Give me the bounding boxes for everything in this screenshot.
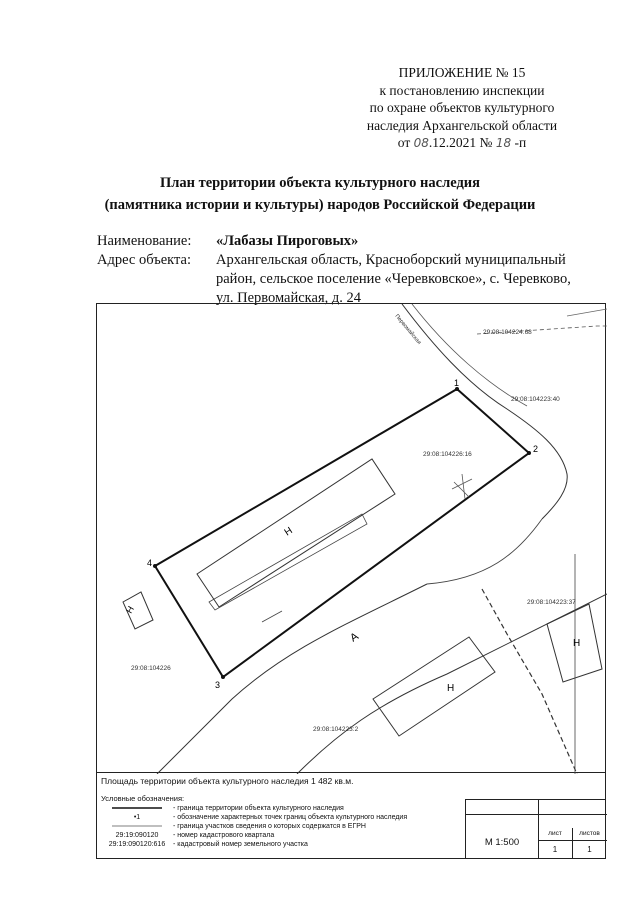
sheet-value: 1 xyxy=(552,845,558,854)
address-line-1: Архангельская область, Красноборский муниципальный xyxy=(216,252,566,268)
building-main xyxy=(197,459,395,607)
road-edge-left xyxy=(157,584,427,774)
date-prefix: от xyxy=(397,135,411,150)
cadastral-label-2: 29:08:104223:2 xyxy=(313,726,359,733)
legend-item-quarter: 29:19:090120 - номер кадастрового квартала xyxy=(101,831,274,840)
legend-item-parcel-number: 29:19:090120:616 - кадастровый номер земельного участка xyxy=(101,840,308,849)
address-line-2: район, сельское поселение «Черевковское», с. Черевково, xyxy=(216,271,571,287)
street-edge-upper xyxy=(402,304,567,519)
territory-boundary xyxy=(155,389,529,677)
legend-box xyxy=(96,773,606,859)
area-text: Площадь территории объекта культурного наследия 1 482 кв.м. xyxy=(101,776,354,786)
tree-marker-icon xyxy=(452,474,472,499)
sheets-column xyxy=(572,828,607,858)
appendix-date-line xyxy=(332,134,592,153)
legend-item-boundary: - граница территории объекта культурного наследия xyxy=(101,804,344,813)
point-marker-3 xyxy=(221,675,225,679)
cadastral-label-68: 29:08:104224:68 xyxy=(483,329,532,336)
appendix-line-3: по охране объектов культурного xyxy=(369,100,555,115)
address-line-3: ул. Первомайская, д. 24 xyxy=(216,290,361,306)
sheet-header: лист xyxy=(538,828,572,841)
site-plan-drawing xyxy=(97,304,607,774)
sheets-header: листов xyxy=(572,828,607,841)
point-marker-2 xyxy=(527,451,531,455)
legend-symbol-point: •1 xyxy=(133,814,141,821)
legend-item-parcels: - граница участков сведения о которых содержатся в ЕГРН xyxy=(101,822,366,831)
title-block xyxy=(465,799,606,858)
name-label: Наименование: xyxy=(97,233,192,249)
legend-symbol-thin-line xyxy=(101,822,173,831)
building-lower xyxy=(373,637,495,736)
point-label-4: 4 xyxy=(147,558,153,568)
address-label: Адрес объекта: xyxy=(97,252,191,268)
building-mark-right: Н xyxy=(573,638,581,649)
road-edge-junction xyxy=(427,519,542,584)
site-plan xyxy=(96,303,606,773)
appendix-line-4: наследия Архангельской области xyxy=(366,117,558,133)
title-block-divider xyxy=(466,814,607,815)
street-edge-inner xyxy=(412,304,527,406)
sheets-value: 1 xyxy=(587,845,592,854)
appendix-title: ПРИЛОЖЕНИЕ № 15 xyxy=(398,65,526,80)
cadastral-label-16: 29:08:104226:16 xyxy=(423,451,472,458)
legend-symbol-quarter: 29:19:090120 xyxy=(115,832,159,839)
scale-label: М 1:500 xyxy=(466,828,539,858)
building-mark-left: Н xyxy=(124,604,136,615)
point-label-1: 1 xyxy=(454,378,460,388)
page-title xyxy=(0,172,640,216)
point-marker-4 xyxy=(153,564,157,568)
order-number-handwritten: 18 xyxy=(495,136,512,150)
name-value: «Лабазы Пироговых» xyxy=(216,233,359,249)
parcel-line-topright xyxy=(567,309,607,316)
small-structure xyxy=(262,611,282,622)
building-mark-main: Н xyxy=(282,525,295,539)
title-line-2: (памятника истории и культуры) народов Российской Федерации xyxy=(104,197,536,213)
legend-symbol-solid-line xyxy=(101,804,173,813)
street-label: Первомайская xyxy=(393,313,422,346)
building-mark-lower: Н xyxy=(447,683,455,694)
date-rest: .12.2021 № xyxy=(428,135,493,150)
date-day-handwritten: 08 xyxy=(413,136,429,150)
legend-item-points: •1 - обозначение характерных точек границ объекта культурного наследия xyxy=(101,813,407,822)
road-mark: А xyxy=(348,630,361,645)
legend-title: Условные обозначения: xyxy=(101,794,185,803)
sheet-column xyxy=(538,828,573,858)
point-label-3: 3 xyxy=(215,680,221,690)
cadastral-quarter-label: 29:08:104226 xyxy=(131,665,171,672)
cadastral-label-40: 29:08:104223:40 xyxy=(511,396,560,403)
cadastral-label-37: 29:08:104223:37 xyxy=(527,599,576,606)
legend-symbol-parcel: 29:19:090120:616 xyxy=(108,841,166,848)
date-suffix: -п xyxy=(514,135,527,150)
title-block-vline xyxy=(538,800,539,828)
appendix-line-2: к постановлению инспекции xyxy=(379,82,545,98)
appendix-header xyxy=(332,64,592,153)
title-line-1: План территории объекта культурного наследия xyxy=(159,175,480,191)
point-label-2: 2 xyxy=(533,444,539,454)
